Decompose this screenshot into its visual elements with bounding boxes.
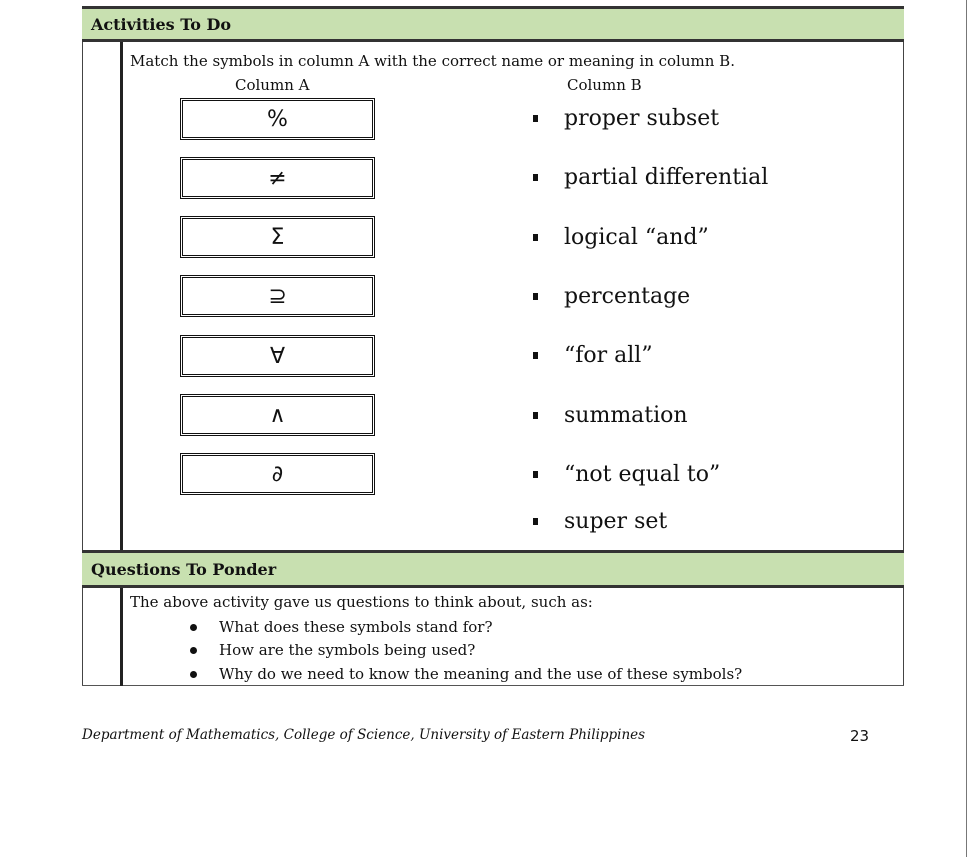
bullet-square-icon — [533, 352, 538, 359]
option-item — [533, 506, 667, 536]
symbol-box: ∀ — [180, 335, 375, 377]
bullet-square-icon — [533, 518, 538, 525]
bullet-square-icon — [533, 293, 538, 300]
question-text: How are the symbols being used? — [219, 641, 476, 659]
footer-department: Department of Mathematics, College of Science, University of Eastern Philippines — [82, 727, 646, 743]
bullet-square-icon — [533, 234, 538, 241]
symbol-box: ≠ — [180, 157, 375, 199]
question-item — [190, 665, 742, 683]
bullet-dot-icon — [190, 671, 197, 678]
option-item — [533, 340, 653, 370]
option-text: logical “and” — [564, 224, 709, 250]
bullet-square-icon — [533, 471, 538, 478]
question-item — [190, 641, 475, 659]
symbol-box: ∧ — [180, 394, 375, 436]
option-item — [533, 281, 690, 311]
option-text: “not equal to” — [564, 461, 721, 487]
bullet-square-icon — [533, 174, 538, 181]
question-item — [190, 618, 493, 636]
option-item — [533, 459, 720, 489]
option-text: super set — [564, 508, 668, 534]
option-text: partial differential — [564, 164, 769, 190]
option-text: percentage — [564, 283, 691, 309]
activities-header: Activities To Do — [82, 6, 904, 42]
page-edge — [966, 0, 967, 857]
instruction-text: Match the symbols in column A with the correct name or meaning in column B. — [130, 52, 735, 70]
questions-margin-rule — [120, 588, 123, 686]
option-item — [533, 103, 719, 133]
questions-intro: The above activity gave us questions to think about, such as: — [130, 593, 593, 611]
column-a-label: Column A — [235, 76, 310, 94]
symbol-box: % — [180, 98, 375, 140]
option-text: “for all” — [564, 342, 653, 368]
column-b-label: Column B — [567, 76, 642, 94]
activities-margin-rule — [120, 42, 123, 550]
table-border-bottom — [82, 685, 904, 686]
symbol-box: ∂ — [180, 453, 375, 495]
option-item — [533, 222, 709, 252]
activity-table — [82, 6, 904, 686]
option-text: summation — [564, 402, 688, 428]
symbol-box: ⊇ — [180, 275, 375, 317]
option-text: proper subset — [564, 105, 720, 131]
bullet-dot-icon — [190, 624, 197, 631]
question-text: Why do we need to know the meaning and the use of these symbols? — [219, 665, 743, 683]
questions-header: Questions To Ponder — [82, 550, 904, 588]
page-number: 23 — [850, 727, 870, 745]
option-item — [533, 162, 768, 192]
bullet-dot-icon — [190, 647, 197, 654]
question-text: What does these symbols stand for? — [219, 618, 493, 636]
bullet-square-icon — [533, 115, 538, 122]
option-item — [533, 400, 688, 430]
symbol-box: Σ — [180, 216, 375, 258]
bullet-square-icon — [533, 412, 538, 419]
